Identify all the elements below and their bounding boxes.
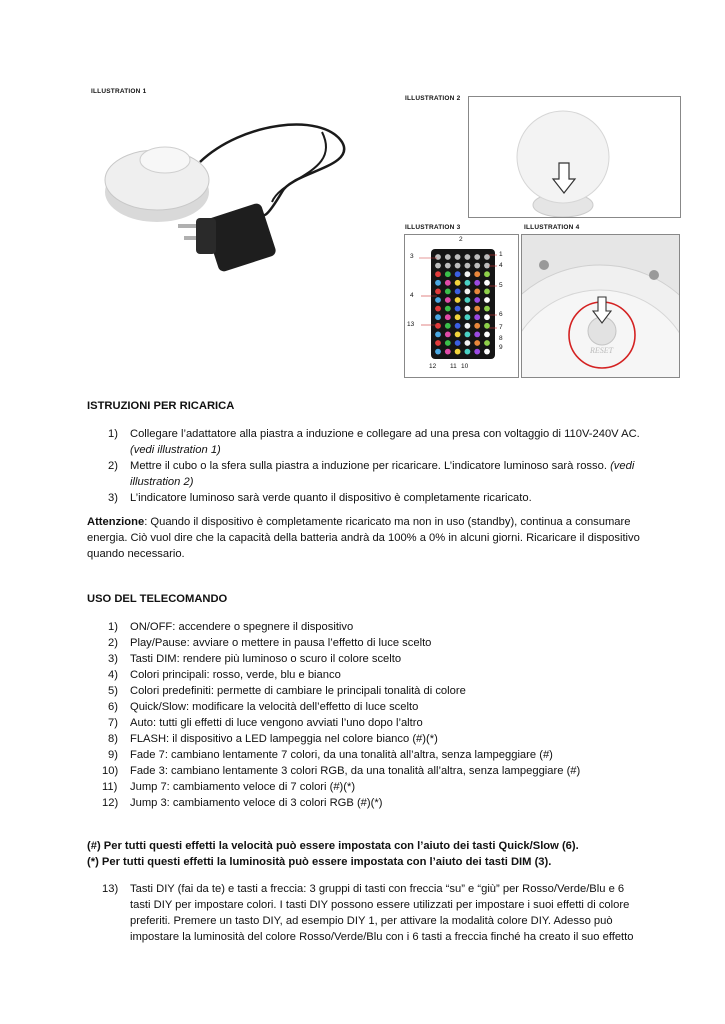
remote-button [435, 297, 441, 303]
callout-9: 9 [499, 344, 503, 351]
remote-button [484, 263, 490, 269]
list-item [87, 458, 647, 490]
remote-button [455, 314, 461, 320]
remote-button [445, 297, 451, 303]
remote-button [435, 271, 441, 277]
attention-paragraph [87, 514, 647, 562]
remote-button [435, 340, 441, 346]
item-number: 2) [108, 637, 118, 649]
remote-button [445, 306, 451, 312]
illustration-3-box [404, 234, 519, 378]
callout-8: 8 [499, 335, 503, 342]
item-number: 8) [108, 733, 118, 745]
remote-button [465, 323, 471, 329]
remote-button [435, 306, 441, 312]
item-number: 10) [102, 765, 119, 777]
item-text: Fade 7: cambiano lentamente 7 colori, da una tonalità all’altra, senza lampeggiare (#) [130, 749, 553, 761]
remote-button [445, 349, 451, 355]
remote-button [455, 254, 461, 260]
list-item [87, 763, 647, 779]
remote-button [484, 332, 490, 338]
remote-button [455, 349, 461, 355]
list-item [87, 881, 647, 945]
remote-button [455, 297, 461, 303]
remote-button [465, 289, 471, 295]
callout-13: 13 [407, 321, 415, 328]
item-text: Fade 3: cambiano lentamente 3 colori RGB, da una tonalità all’altra, senza lampeggiare (#) [130, 765, 581, 777]
list-item [87, 667, 647, 683]
item-number: 13) [102, 883, 119, 895]
remote-button [445, 280, 451, 286]
document-body [87, 398, 647, 945]
callout-4b: 4 [499, 262, 503, 269]
remote-button [474, 271, 480, 277]
remote-button [474, 289, 480, 295]
illustration-4-box [521, 234, 680, 378]
remote-button [435, 323, 441, 329]
remote-button [465, 306, 471, 312]
remote-button [455, 280, 461, 286]
list-item [87, 490, 647, 506]
attention-label: Attenzione [87, 516, 145, 528]
list-item [87, 635, 647, 651]
item-text: Colori predefiniti: permette di cambiare le principali tonalità di colore [130, 685, 466, 697]
list-item [87, 426, 647, 458]
remote-button [484, 289, 490, 295]
list-item [87, 795, 647, 811]
remote-button [474, 332, 480, 338]
remote-button [465, 332, 471, 338]
callout-12: 12 [429, 363, 437, 370]
callout-10: 10 [461, 363, 469, 370]
remote-button [455, 332, 461, 338]
item-text: Auto: tutti gli effetti di luce vengono avviati l’uno dopo l’altro [130, 717, 423, 729]
item-number: 12) [102, 797, 119, 809]
diy-list [87, 881, 647, 945]
item-text: Tasti DIM: rendere più luminoso o scuro il colore scelto [130, 653, 402, 665]
remote-button [465, 280, 471, 286]
remote-button [474, 306, 480, 312]
callout-5: 5 [499, 282, 503, 289]
remote-button [465, 263, 471, 269]
remote-button [484, 349, 490, 355]
illustration-2-box [468, 96, 681, 218]
illustration-2-label: ILLUSTRATION 2 [405, 95, 461, 102]
list-item [87, 619, 647, 635]
item-number: 1) [108, 621, 118, 633]
remote-button [484, 297, 490, 303]
remote-button [484, 306, 490, 312]
list-item [87, 699, 647, 715]
remote-button [465, 340, 471, 346]
remote-button [435, 314, 441, 320]
remote-button [465, 271, 471, 277]
remote-button [474, 314, 480, 320]
remote-button [474, 263, 480, 269]
callout-7: 7 [499, 324, 503, 331]
item-number: 9) [108, 749, 118, 761]
charging-heading: ISTRUZIONI PER RICARICA [87, 400, 235, 412]
brightness-note: (*) Per tutti questi effetti la luminosità può essere impostata con l’aiuto dei tasti DIM (3). [87, 856, 552, 868]
reset-label: RESET [590, 346, 614, 355]
remote-button [474, 323, 480, 329]
list-item [87, 747, 647, 763]
remote-button [484, 271, 490, 277]
attention-text: : Quando il dispositivo è completamente ricaricato ma non in uso (standby), continua a consumare energia. Ciò vuol dire che la capacità della batteria andrà da 100% a 0% in alcuni giorni. Ricaricare il dispositivo quando necessario. [87, 516, 640, 560]
remote-button [435, 280, 441, 286]
illustration-1-label: ILLUSTRATION 1 [91, 88, 147, 95]
item-number: 7) [108, 717, 118, 729]
remote-button [455, 289, 461, 295]
remote-button [484, 280, 490, 286]
list-item [87, 651, 647, 667]
remote-button [445, 271, 451, 277]
remote-button [455, 263, 461, 269]
remote-button [445, 254, 451, 260]
item-number: 4) [108, 669, 118, 681]
item-text: ON/OFF: accendere o spegnere il dispositivo [130, 621, 354, 633]
remote-button [474, 280, 480, 286]
item-number: 3) [108, 492, 118, 504]
remote-button [474, 349, 480, 355]
remote-button [465, 297, 471, 303]
remote-button [465, 314, 471, 320]
illustration-4-label: ILLUSTRATION 4 [524, 224, 580, 231]
remote-button [465, 349, 471, 355]
item-number: 5) [108, 685, 118, 697]
callout-4: 4 [410, 292, 414, 299]
remote-list [87, 619, 647, 811]
remote-button [445, 263, 451, 269]
item-text: Jump 3: cambiamento veloce di 3 colori RGB (#)(*) [130, 797, 383, 809]
callout-2: 2 [459, 236, 463, 243]
callout-3: 3 [410, 253, 414, 260]
remote-button [445, 323, 451, 329]
remote-button [445, 332, 451, 338]
remote-button [474, 297, 480, 303]
speed-note: (#) Per tutti questi effetti la velocità può essere impostata con l’aiuto dei tasti Quick/Slow (6). [87, 840, 579, 852]
remote-button [445, 314, 451, 320]
item-number: 6) [108, 701, 118, 713]
remote-button [445, 289, 451, 295]
remote-button [484, 340, 490, 346]
remote-button [455, 306, 461, 312]
illustration-4-reset-image [522, 235, 679, 377]
illustration-1-charger-image [92, 102, 367, 292]
remote-button [435, 254, 441, 260]
item-number: 11) [102, 781, 118, 793]
illustration-2-sphere-image [469, 97, 680, 217]
remote-button [445, 340, 451, 346]
remote-button [435, 289, 441, 295]
item-number: 3) [108, 653, 118, 665]
remote-button [465, 254, 471, 260]
item-ref: (vedi illustration 1) [130, 444, 221, 456]
illustration-3-label: ILLUSTRATION 3 [405, 224, 461, 231]
item-text: Colori principali: rosso, verde, blu e bianco [130, 669, 341, 681]
item-text: FLASH: il dispositivo a LED lampeggia nel colore bianco (#)(*) [130, 733, 438, 745]
remote-button [474, 254, 480, 260]
item-number: 2) [108, 460, 118, 472]
item-number: 1) [108, 428, 118, 440]
item-ref: (vedi illustration 2) [130, 460, 635, 488]
list-item [87, 731, 647, 747]
remote-button [435, 349, 441, 355]
remote-button [455, 323, 461, 329]
item-text: Collegare l’adattatore alla piastra a induzione e collegare ad una presa con voltaggio di 110V-240V AC. [130, 428, 640, 440]
item-text: Mettre il cubo o la sfera sulla piastra a induzione per ricaricare. L’indicatore luminoso sarà rosso. [130, 460, 607, 472]
item-text: L’indicatore luminoso sarà verde quanto il dispositivo è completamente ricaricato. [130, 492, 532, 504]
item-text: Tasti DIY (fai da te) e tasti a freccia: 3 gruppi di tasti con freccia “su” e “giù” per Rosso/Verde/Blu e 6 tasti DIY per impostare colori. I tasti DIY possono essere utilizzati per impostare i suoi effetti di colore preferiti. Premere un tasto DIY, ad esempio DIY 1, per attivare la modalità colore DIY. Adesso può impostare la luminosità del colore Rosso/Verde/Blu con i 6 tasti a freccia finché ha creato il suo effetto [130, 883, 634, 943]
item-text: Jump 7: cambiamento veloce di 7 colori (#)(*) [130, 781, 356, 793]
charging-list [87, 426, 647, 506]
item-text: Quick/Slow: modificare la velocità dell’effetto di luce scelto [130, 701, 419, 713]
callout-11: 11 [450, 363, 457, 370]
list-item [87, 683, 647, 699]
list-item [87, 715, 647, 731]
remote-button [474, 340, 480, 346]
item-text: Play/Pause: avviare o mettere in pausa l’effetto di luce scelto [130, 637, 432, 649]
remote-button [435, 263, 441, 269]
remote-button [455, 271, 461, 277]
remote-heading: USO DEL TELECOMANDO [87, 593, 228, 605]
remote-button [455, 340, 461, 346]
callout-6: 6 [499, 311, 503, 318]
list-item [87, 779, 647, 795]
callout-1: 1 [499, 251, 503, 258]
remote-button [435, 332, 441, 338]
